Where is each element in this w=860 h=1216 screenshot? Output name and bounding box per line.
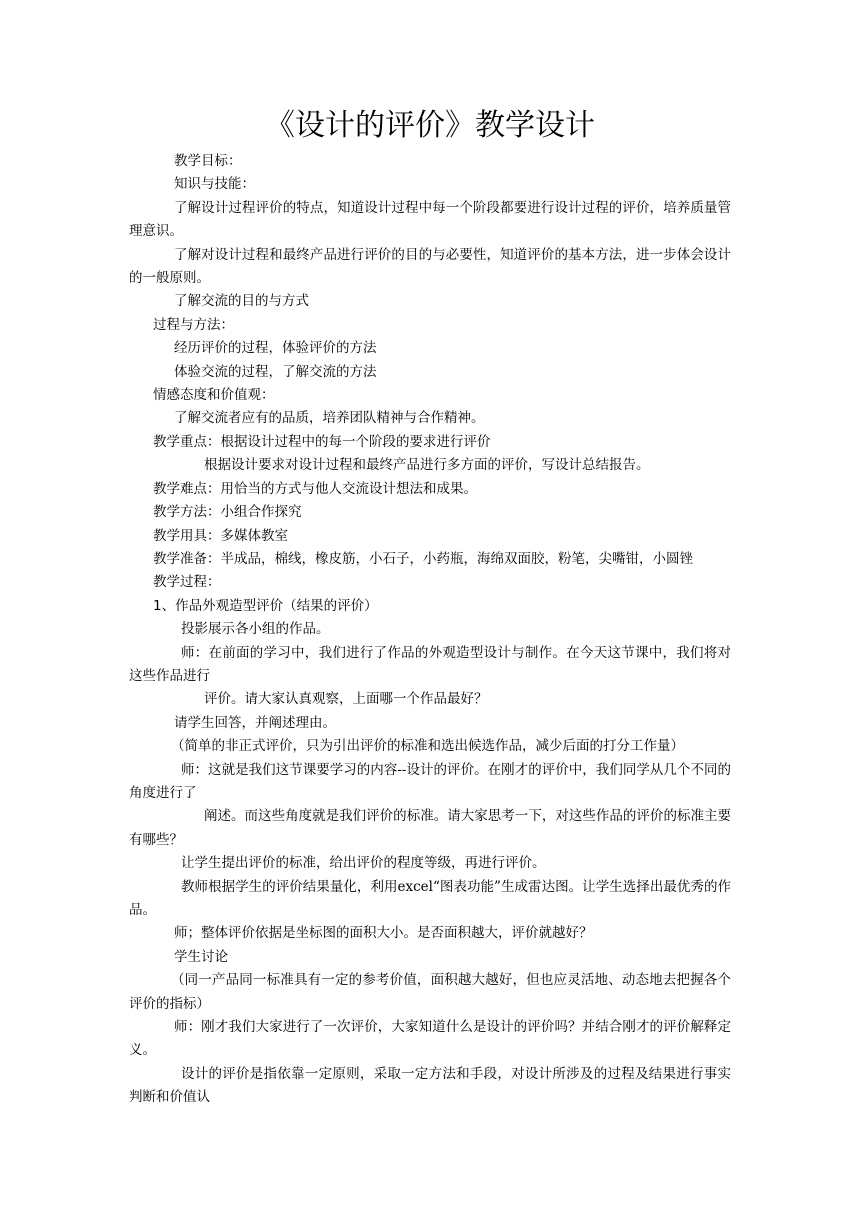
paragraph: 过程与方法： xyxy=(153,316,234,333)
paragraph: 师；整体评价依据是坐标图的面积大小。是否面积越大，评价就越好？ xyxy=(174,925,593,942)
paragraph: 教师根据学生的评价结果量化，利用excel“图表功能”生成雷达图。让学生选择出最优秀的作品。 xyxy=(129,878,731,918)
paragraph: 了解设计过程评价的特点，知道设计过程中每一个阶段都要进行设计过程的评价，培养质量管理意识。 xyxy=(129,199,731,240)
paragraph: 根据设计要求对设计过程和最终产品进行多方面的评价，写设计总结报告。 xyxy=(204,457,650,474)
paragraph: 师：在前面的学习中，我们进行了作品的外观造型设计与制作。在今天这节课中，我们将对这些作品进行 xyxy=(129,644,731,684)
paragraph: 教学过程： xyxy=(153,574,221,591)
paragraph: 让学生提出评价的标准，给出评价的程度等级，再进行评价。 xyxy=(181,855,546,872)
paragraph: 学生讨论 xyxy=(174,948,228,965)
paragraph: 教学重点：根据设计过程中的每一个阶段的要求进行评价 xyxy=(153,433,491,450)
paragraph: 师：这就是我们这节课要学习的内容--设计的评价。在刚才的评价中，我们同学从几个不同的角度进行了 xyxy=(129,761,731,801)
paragraph: 了解交流者应有的品质，培养团队精神与合作精神。 xyxy=(174,410,485,427)
paragraph: 请学生回答，并阐述理由。 xyxy=(174,714,336,731)
paragraph: 教学目标： xyxy=(174,153,242,169)
paragraph: 师：刚才我们大家进行了一次评价，大家知道什么是设计的评价吗？并结合刚才的评价解释定义。 xyxy=(129,1019,731,1059)
paragraph: （同一产品同一标准具有一定的参考价值，面积越大越好，但也应灵活地、动态地去把握各个评价的指标） xyxy=(129,972,731,1012)
paragraph: 教学用具：多媒体教室 xyxy=(153,527,288,544)
paragraph: 阐述。而这些角度就是我们评价的标准。请大家思考一下，对这些作品的评价的标准主要有哪些？ xyxy=(129,808,731,848)
paragraph: 经历评价的过程，体验评价的方法 xyxy=(174,340,377,357)
paragraph: 评价。请大家认真观察，上面哪一个作品最好？ xyxy=(204,691,488,708)
paragraph: 体验交流的过程，了解交流的方法 xyxy=(174,363,377,380)
document-body xyxy=(129,150,731,1110)
paragraph: 了解交流的目的与方式 xyxy=(174,293,309,310)
paragraph: 教学准备：半成品，棉线，橡皮筋，小石子，小药瓶，海绵双面胶，粉笔，尖嘴钳，小圆锉 xyxy=(153,550,693,567)
paragraph: 知识与技能： xyxy=(174,176,255,193)
paragraph: （简单的非正式评价，只为引出评价的标准和选出候选作品，减少后面的打分工作量） xyxy=(171,738,684,755)
paragraph: 教学难点：用恰当的方式与他人交流设计想法和成果。 xyxy=(153,480,477,497)
paragraph: 1、作品外观造型评价（结果的评价） xyxy=(153,597,378,614)
paragraph: 设计的评价是指依靠一定原则，采取一定方法和手段，对设计所涉及的过程及结果进行事实判断和价值认 xyxy=(129,1065,731,1106)
paragraph: 了解对设计过程和最终产品进行评价的目的与必要性，知道评价的基本方法，进一步体会设计的一般原则。 xyxy=(129,246,731,287)
document-title: 《设计的评价》教学设计 xyxy=(265,108,595,143)
paragraph: 教学方法：小组合作探究 xyxy=(153,504,302,521)
paragraph: 情感态度和价值观： xyxy=(153,387,275,404)
paragraph: 投影展示各小组的作品。 xyxy=(181,621,330,638)
